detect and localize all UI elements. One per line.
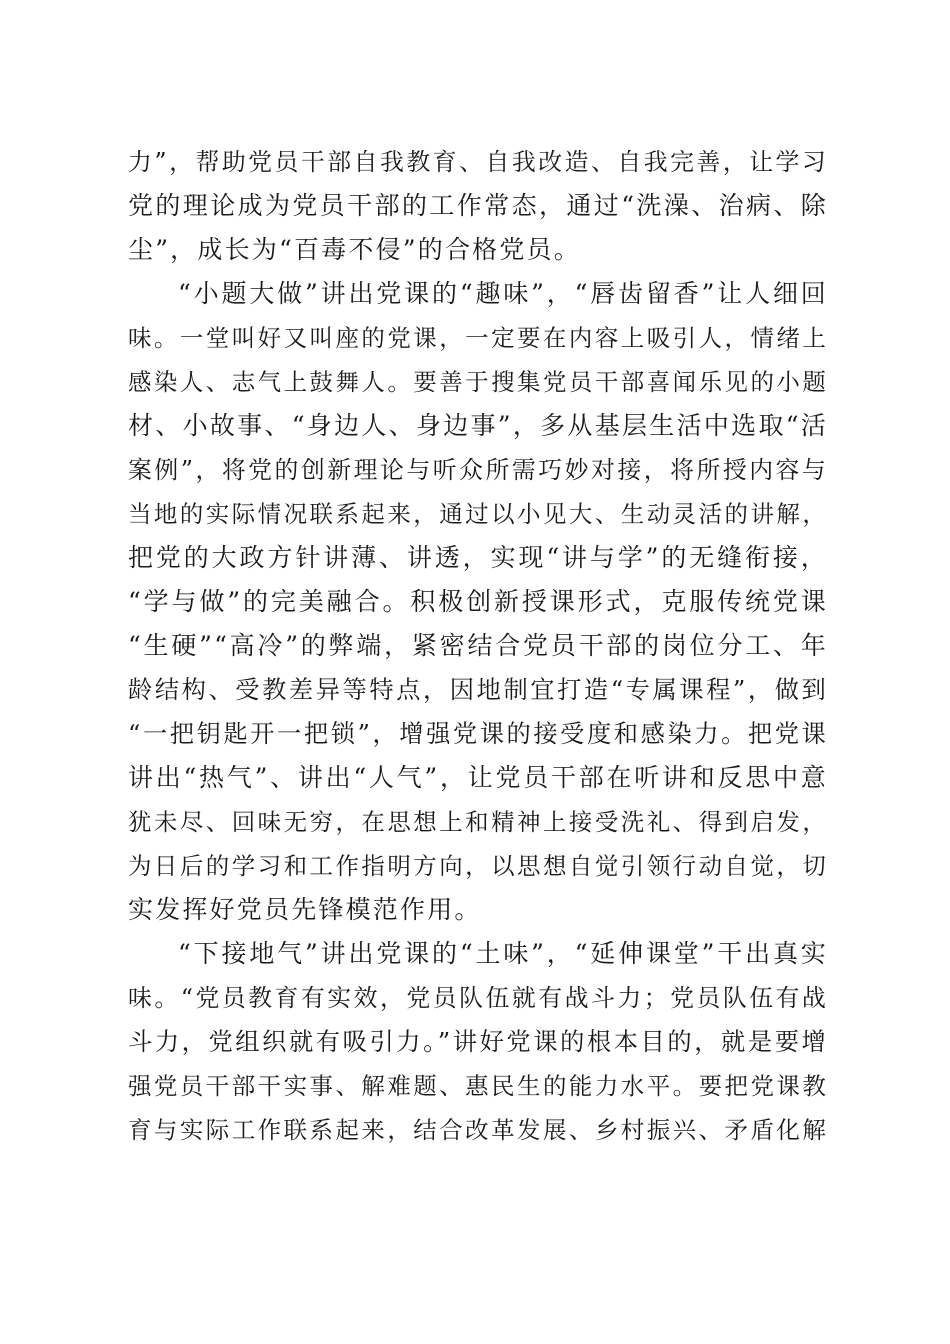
text-line: 味。“党员教育有实效，党员队伍就有战斗力；党员队伍有战	[128, 984, 828, 1012]
text-line: 感染人、志气上鼓舞人。要善于搜集党员干部喜闻乐见的小题	[128, 368, 828, 396]
text-line: 当地的实际情况联系起来，通过以小见大、生动灵活的讲解，	[128, 500, 828, 528]
paragraph-1	[128, 140, 828, 272]
body-text	[128, 140, 828, 1152]
text-line: “下接地气”讲出党课的“土味”，“延伸课堂”干出真实	[178, 939, 828, 968]
text-line: “生硬”“高冷”的弊端，紧密结合党员干部的岗位分工、年	[128, 631, 828, 660]
text-line: 强党员干部干实事、解难题、惠民生的能力水平。要把党课教	[128, 1072, 828, 1100]
text-line: 把党的大政方针讲薄、讲透，实现“讲与学”的无缝衔接，	[128, 543, 828, 572]
text-line: 为日后的学习和工作指明方向，以思想自觉引领行动自觉，切	[128, 852, 828, 880]
text-line: 斗力，党组织就有吸引力。”讲好党课的根本目的，就是要增	[128, 1027, 828, 1056]
paragraph-3	[128, 932, 828, 1152]
text-line: 案例”，将党的创新理论与听众所需巧妙对接，将所授内容与	[128, 456, 828, 484]
text-line: “一把钥匙开一把锁”，增强党课的接受度和感染力。把党课	[128, 719, 828, 748]
text-line: 味。一堂叫好又叫座的党课，一定要在内容上吸引人，情绪上	[128, 324, 828, 352]
text-line: 尘”，成长为“百毒不侵”的合格党员。	[128, 235, 581, 264]
text-line: 党的理论成为党员干部的工作常态，通过“洗澡、治病、除	[128, 191, 828, 220]
text-line: 力”，帮助党员干部自我教育、自我改造、自我完善，让学习	[128, 148, 828, 176]
text-line: 犹未尽、回味无穷，在思想上和精神上接受洗礼、得到启发，	[128, 808, 828, 836]
paragraph-2	[128, 272, 828, 932]
text-line: 实发挥好党员先锋模范作用。	[128, 895, 482, 924]
text-line: 讲出“热气”、讲出“人气”，让党员干部在听讲和反思中意	[128, 763, 828, 792]
text-line: “小题大做”讲出党课的“趣味”，“唇齿留香”让人细回	[178, 279, 828, 308]
text-line: “学与做”的完美融合。积极创新授课形式，克服传统党课	[128, 587, 828, 616]
text-line: 龄结构、受教差异等特点，因地制宜打造“专属课程”，做到	[128, 675, 828, 704]
text-line: 材、小故事、“身边人、身边事”，多从基层生活中选取“活	[128, 411, 828, 440]
text-line: 育与实际工作联系起来，结合改革发展、乡村振兴、矛盾化解	[128, 1116, 828, 1144]
